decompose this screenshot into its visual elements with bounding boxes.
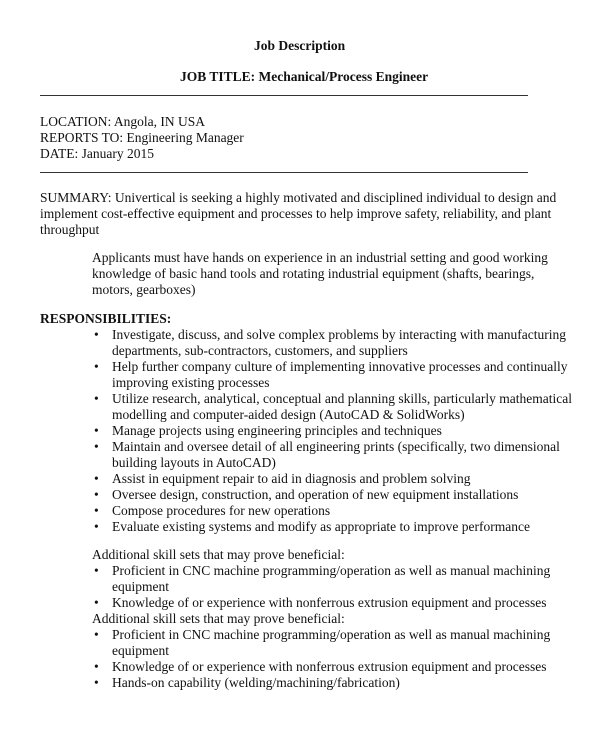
document-title: Job Description <box>254 38 346 53</box>
bullet-icon: • <box>94 471 99 486</box>
list-item-text: Investigate, discuss, and solve complex problems by interacting with manufacturing <box>112 327 567 342</box>
applicants-line: knowledge of basic hand tools and rotating industrial equipment (shafts, bearings, <box>92 266 535 281</box>
skills-heading: Additional skill sets that may prove beneficial: <box>92 611 345 626</box>
list-item-text: Proficient in CNC machine programming/operation as well as manual machining <box>112 627 551 642</box>
summary-line: implement cost-effective equipment and processes to help improve safety, reliability, and plant <box>40 206 552 221</box>
list-item-text: Evaluate existing systems and modify as appropriate to improve performance <box>112 519 530 534</box>
bullet-icon: • <box>94 391 99 406</box>
bullet-icon: • <box>94 359 99 374</box>
reports-to-line: REPORTS TO: Engineering Manager <box>40 130 244 145</box>
list-item-text: Knowledge of or experience with nonferrous extrusion equipment and processes <box>112 595 547 610</box>
list-item-text: Proficient in CNC machine programming/operation as well as manual machining <box>112 563 551 578</box>
list-item-text: Compose procedures for new operations <box>112 503 331 518</box>
bullet-icon: • <box>94 595 99 610</box>
responsibilities-heading: RESPONSIBILITIES: <box>40 311 172 326</box>
list-item-text: Help further company culture of implementing innovative processes and continually <box>112 359 568 374</box>
date-line: DATE: January 2015 <box>40 146 154 161</box>
bullet-icon: • <box>94 423 99 438</box>
list-item-text: Maintain and oversee detail of all engineering prints (specifically, two dimensional <box>112 439 560 454</box>
list-item-text: equipment <box>112 579 169 594</box>
job-title: JOB TITLE: Mechanical/Process Engineer <box>180 69 429 84</box>
bullet-icon: • <box>94 659 99 674</box>
location-line: LOCATION: Angola, IN USA <box>40 114 205 129</box>
applicants-line: Applicants must have hands on experience in an industrial setting and good working <box>92 250 548 265</box>
list-item-text: building layouts in AutoCAD) <box>112 455 276 470</box>
skills-heading: Additional skill sets that may prove beneficial: <box>92 547 345 562</box>
bullet-icon: • <box>94 519 99 534</box>
bullet-icon: • <box>94 439 99 454</box>
bullet-icon: • <box>94 503 99 518</box>
bullet-icon: • <box>94 627 99 642</box>
list-item-text: departments, sub-contractors, customers, and suppliers <box>112 343 408 358</box>
list-item-text: equipment <box>112 643 169 658</box>
list-item-text: Assist in equipment repair to aid in diagnosis and problem solving <box>112 471 471 486</box>
list-item-text: Oversee design, construction, and operation of new equipment installations <box>112 487 519 502</box>
bullet-icon: • <box>94 675 99 690</box>
bullet-icon: • <box>94 327 99 342</box>
separator-line <box>40 95 528 96</box>
list-item-text: improving existing processes <box>112 375 270 390</box>
bullet-icon: • <box>94 487 99 502</box>
list-item-text: Utilize research, analytical, conceptual and planning skills, particularly mathematical <box>112 391 572 406</box>
list-item-text: modelling and computer-aided design (AutoCAD & SolidWorks) <box>112 407 465 422</box>
bullet-icon: • <box>94 563 99 578</box>
list-item-text: Knowledge of or experience with nonferrous extrusion equipment and processes <box>112 659 547 674</box>
separator-line <box>40 172 528 173</box>
applicants-line: motors, gearboxes) <box>92 282 196 297</box>
summary-line: SUMMARY: Univertical is seeking a highly motivated and disciplined individual to design and <box>40 190 557 205</box>
summary-line: throughput <box>40 222 100 237</box>
list-item-text: Hands-on capability (welding/machining/fabrication) <box>112 675 400 690</box>
list-item-text: Manage projects using engineering principles and techniques <box>112 423 442 438</box>
